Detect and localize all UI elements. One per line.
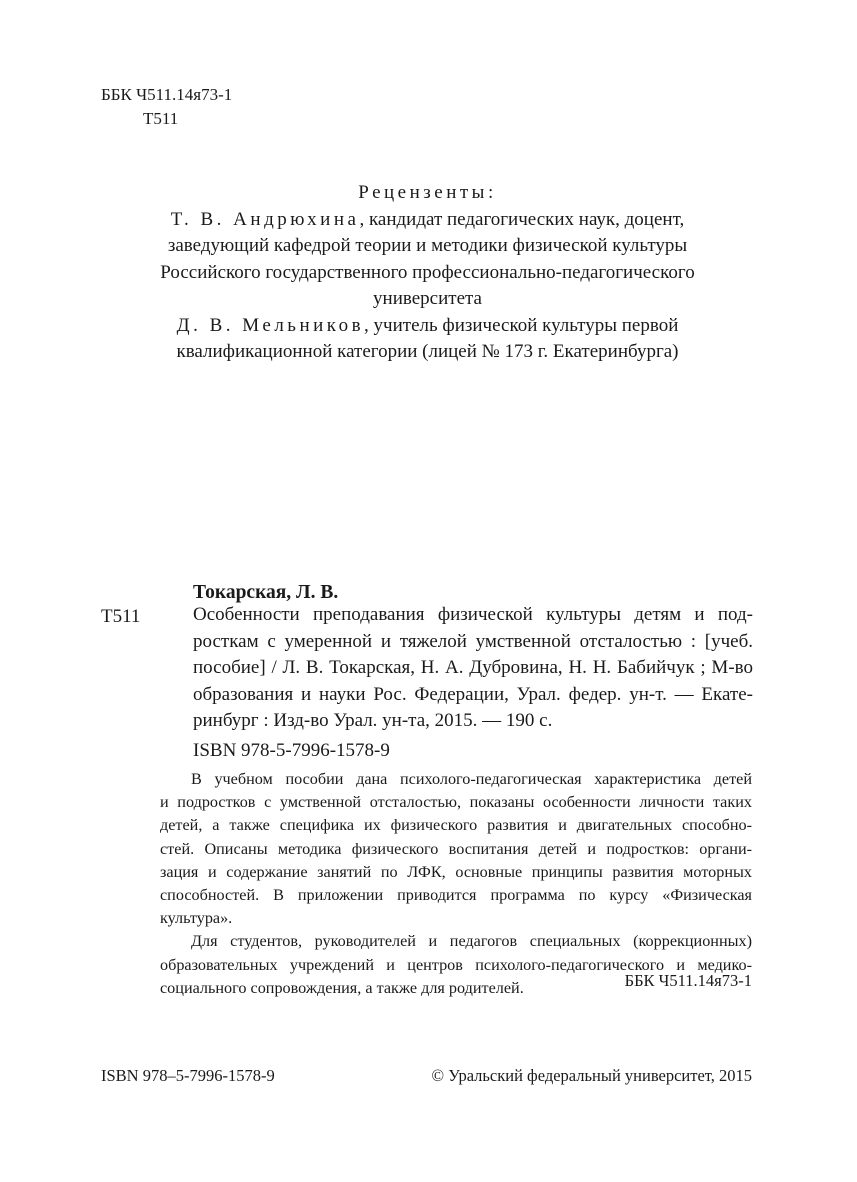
bibliographic-description xyxy=(193,602,753,735)
annotation-line: образовательных учреждений и центров психолого-педагогического и медико- xyxy=(160,955,752,974)
biblio-line: росткам с умеренной и тяжелой умственной отсталостью : [учеб. xyxy=(193,630,753,652)
biblio-line: Особенности преподавания физической культуры детям и под- xyxy=(193,604,753,625)
author-sign-top: Т511 xyxy=(143,109,179,128)
biblio-line: образования и науки Рос. Федерации, Урал. федер. ун-т. — Екате- xyxy=(193,683,753,705)
reviewer-1-desc: , кандидат педагогических наук, доцент, xyxy=(359,208,685,230)
reviewer-2-name: Д. В. Мельников xyxy=(176,314,365,336)
biblio-line: ринбург : Изд-во Урал. ун-та, 2015. — 190 с. xyxy=(193,710,553,731)
annotation-line: социального сопровождения, а также для родителей. xyxy=(160,978,524,997)
annotation-line: Для студентов, руководителей и педагогов специальных (коррекционных) xyxy=(191,932,752,951)
annotation-line: культура». xyxy=(160,909,233,928)
annotation-line: способностей. В приложении приводится программа по курсу «Физическая xyxy=(160,886,752,905)
bbk-code-bottom: ББК Ч511.14я73-1 xyxy=(624,971,752,990)
biblio-line: пособие] / Л. В. Токарская, Н. А. Дубровина, Н. Н. Бабийчук ; М-во xyxy=(193,657,753,678)
annotation-line: и подростков с умственной отсталостью, показаны особенности личности таких xyxy=(160,793,752,812)
annotation-line: зация и содержание занятий по ЛФК, основные принципы развития моторных xyxy=(160,862,752,881)
isbn-entry: ISBN 978-5-7996-1578-9 xyxy=(193,740,390,761)
copyright-notice: © Уральский федеральный университет, 2015 xyxy=(431,1066,752,1085)
reviewer-2-desc-line2: квалификационной категории (лицей № 173 г. Екатеринбурга) xyxy=(176,341,679,362)
author-sign-entry: Т511 xyxy=(101,606,141,627)
reviewer-1-name: Т. В. Андрюхина xyxy=(170,208,360,230)
reviewers-block xyxy=(100,180,755,366)
annotation-line: В учебном пособии дана психолого-педагогическая характеристика детей xyxy=(191,770,752,788)
reviewer-1-desc-line4: университета xyxy=(373,288,482,309)
annotation xyxy=(160,768,752,1000)
reviewer-2-desc: , учитель физической культуры первой xyxy=(364,314,679,336)
reviewers-heading: Рецензенты: xyxy=(358,182,497,203)
author-heading: Токарская, Л. В. xyxy=(193,582,339,603)
annotation-line: детей, а также специфика их физического развития и двигательных способно- xyxy=(160,816,752,835)
reviewer-1-desc-line3: Российского государственного профессионально-педагогического xyxy=(160,261,695,283)
annotation-line: стей. Описаны методика физического воспитания детей и подростков: органи- xyxy=(160,839,752,858)
bbk-code-top: ББК Ч511.14я73-1 xyxy=(101,85,233,104)
isbn-footer: ISBN 978–5-7996-1578-9 xyxy=(101,1066,275,1085)
reviewer-1-desc-line2: заведующий кафедрой теории и методики физической культуры xyxy=(167,235,688,256)
